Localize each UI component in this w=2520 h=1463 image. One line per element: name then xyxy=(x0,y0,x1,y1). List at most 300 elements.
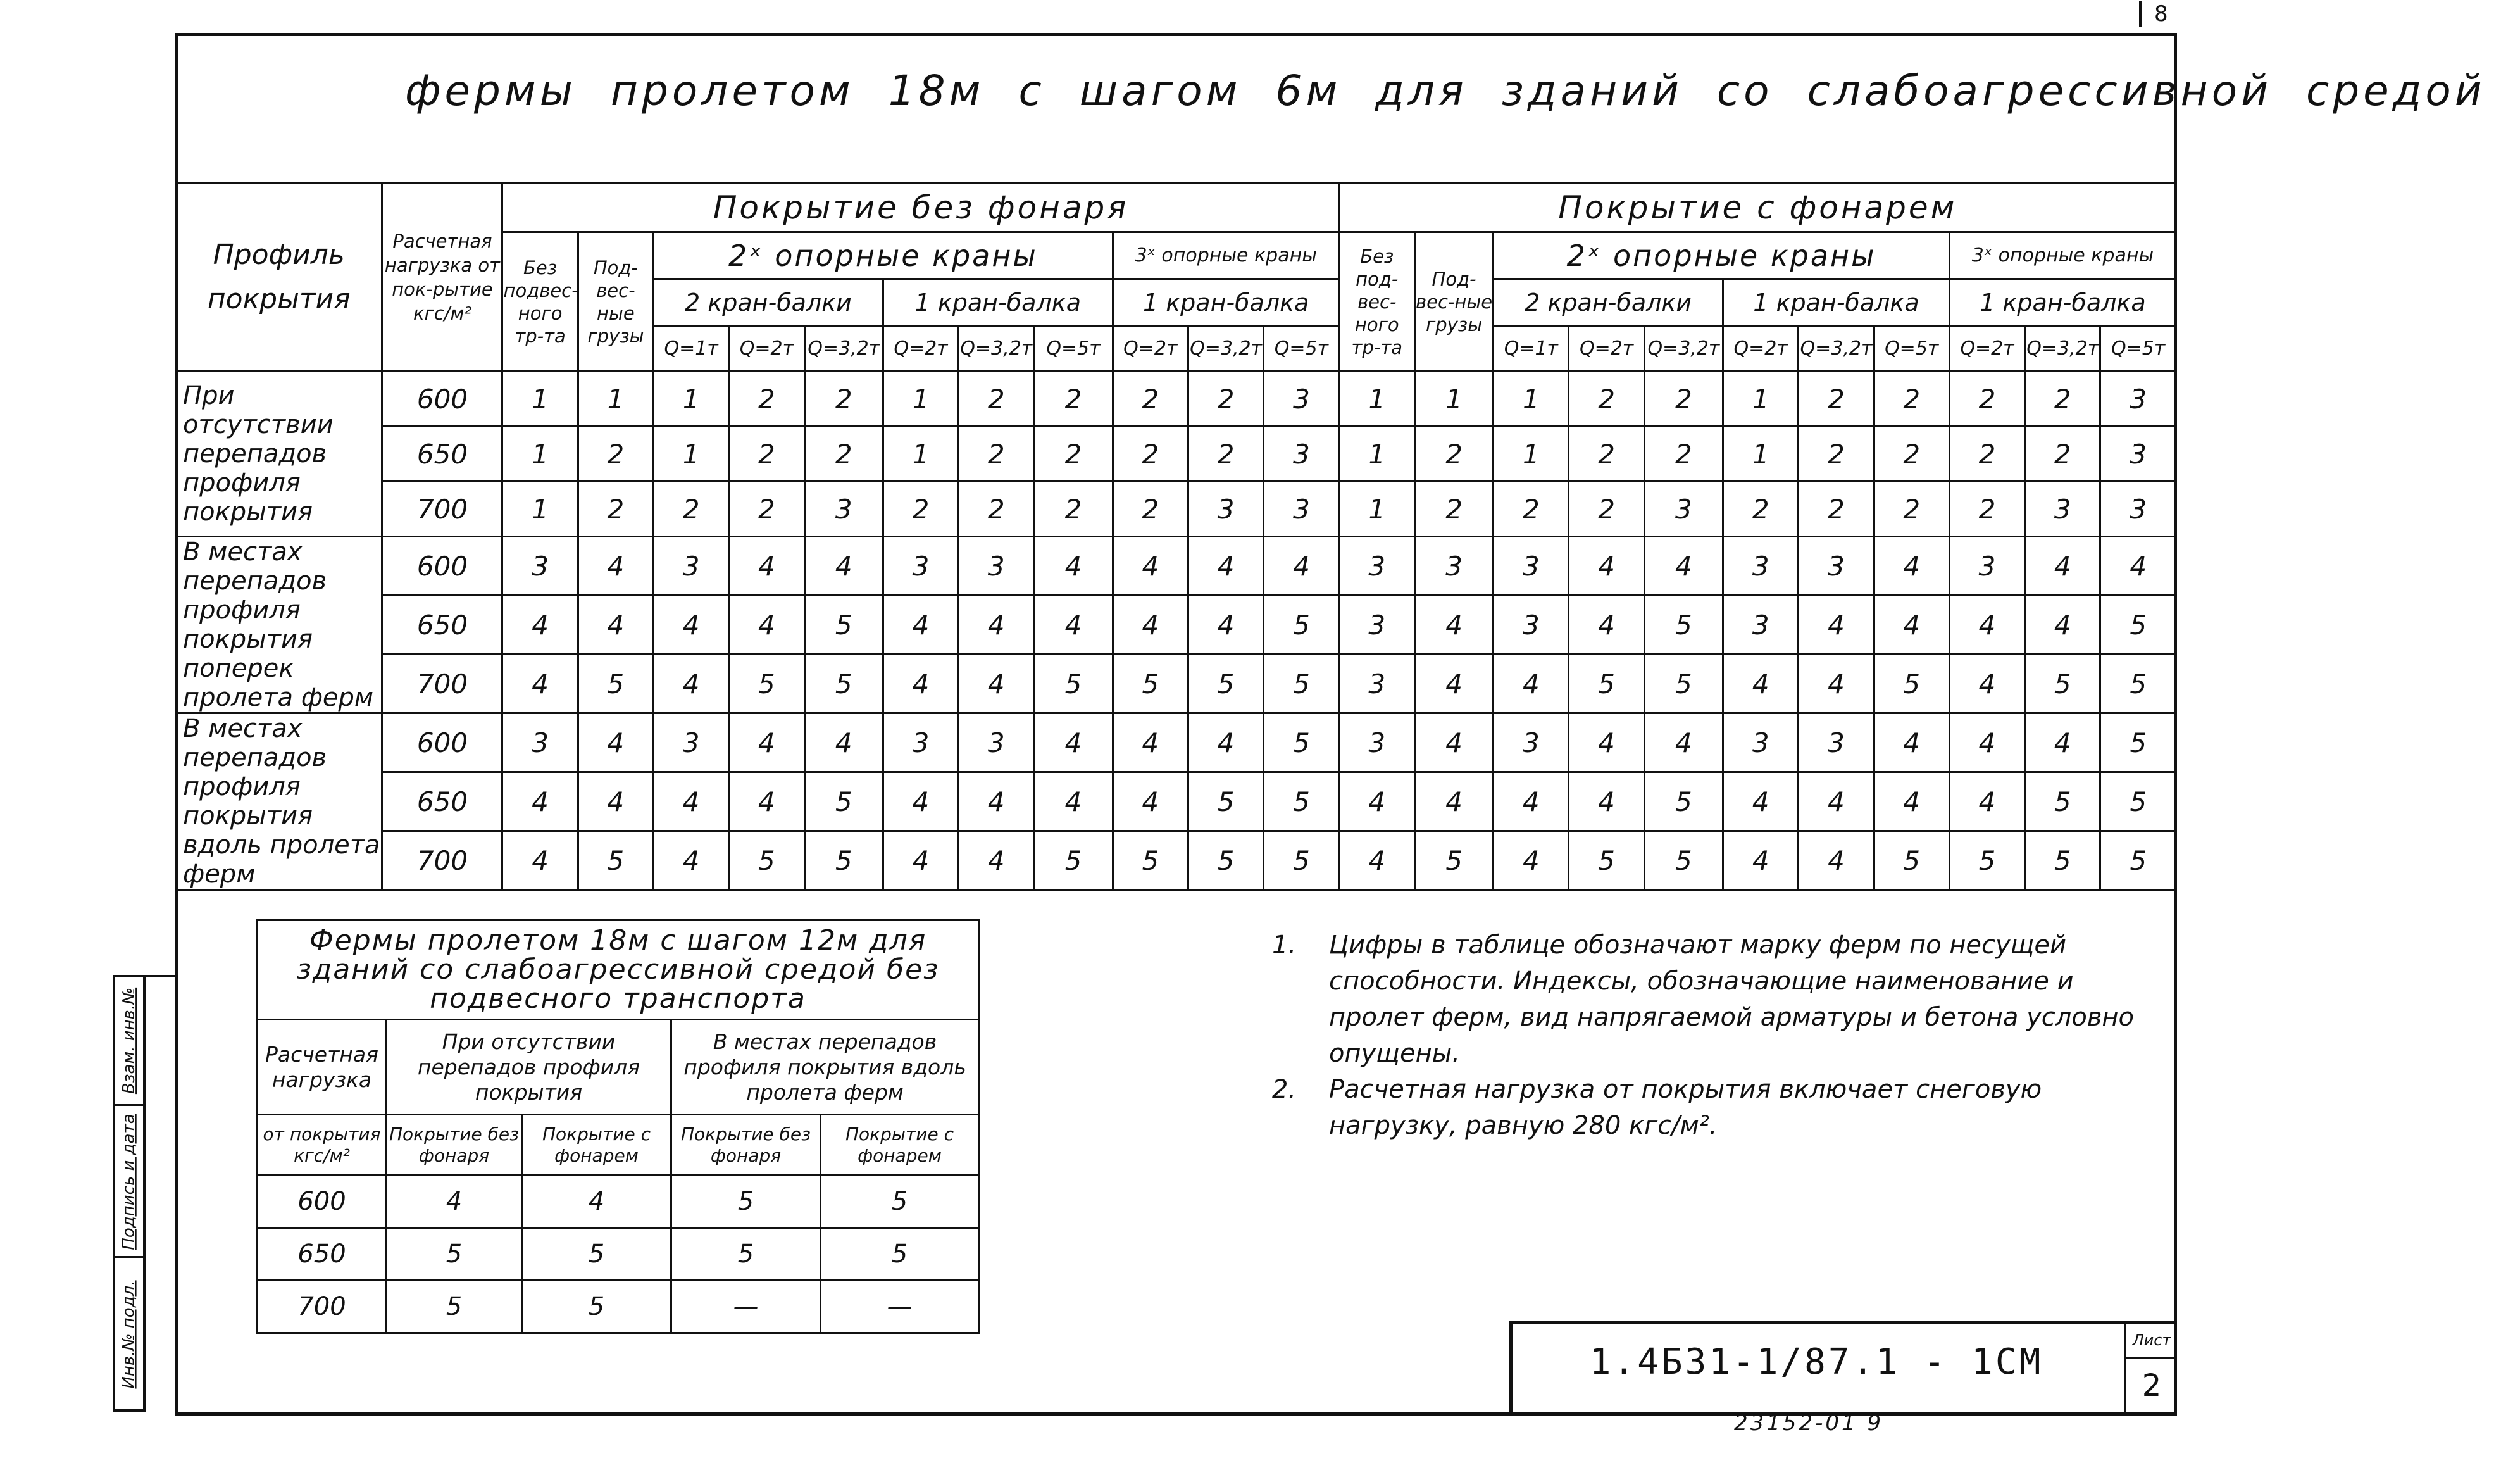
truss-grade-cell: 5 xyxy=(2100,713,2176,772)
load-value: 700 xyxy=(382,655,502,713)
truss-grade-cell: 2 xyxy=(1034,372,1113,427)
truss-grade-cell: 4 xyxy=(1799,655,1874,713)
truss-grade-cell: 4 xyxy=(1723,831,1799,890)
truss-grade-cell: 5 xyxy=(1644,772,1723,831)
title-word: слабоагрессивной xyxy=(1807,66,2272,115)
truss-grade-cell: 4 xyxy=(1264,537,1339,596)
truss-grade-cell: 4 xyxy=(2025,596,2100,655)
note-text: Расчетная нагрузка от покрытия включает снеговую нагрузку, равную 280 кгс/м². xyxy=(1329,1075,2042,1140)
truss-grade-cell: 4 xyxy=(1494,655,1569,713)
truss-grade-cell: 4 xyxy=(1874,537,1949,596)
truss-grade-cell: 4 xyxy=(1799,596,1874,655)
truss-grade-cell: 3 xyxy=(2100,427,2176,482)
note-number: 2. xyxy=(1272,1075,1297,1104)
truss-grade-cell: 2 xyxy=(578,482,653,537)
truss-grade-cell: 4 xyxy=(729,713,804,772)
truss-grade-cell: 4 xyxy=(1949,655,2024,713)
truss-grade-cell: 2 xyxy=(729,372,804,427)
load-header: Расчетная нагрузка от пок-рытие кгс/м² xyxy=(382,183,502,372)
truss-grade-cell: 3 xyxy=(2100,482,2176,537)
truss-grade-cell: 4 xyxy=(1569,596,1644,655)
main-title xyxy=(405,66,2486,115)
stamp-original-inv: Инв.№ подл. xyxy=(120,1280,139,1389)
truss-grade-cell: 2 xyxy=(1799,427,1874,482)
crane-capacity-header: Q=5т xyxy=(2100,326,2176,372)
truss-grade-cell: 2 xyxy=(729,427,804,482)
crane-capacity-header: Q=3,2т xyxy=(804,326,883,372)
crane-capacity-header: Q=2т xyxy=(1113,326,1188,372)
no-lantern-header: Покрытие без фонаря xyxy=(502,183,1339,232)
truss-grade-cell: 5 xyxy=(1874,831,1949,890)
truss-grade-cell: 4 xyxy=(1494,772,1569,831)
truss-grade-cell: 3 xyxy=(2025,482,2100,537)
truss-grade-cell: 5 xyxy=(821,1176,979,1228)
truss-grade-cell: 2 xyxy=(1188,372,1263,427)
second-no-lantern-2: Покрытие без фонаря xyxy=(671,1115,821,1176)
truss-grade-cell: 2 xyxy=(1034,427,1113,482)
truss-grade-cell: 1 xyxy=(1414,372,1493,427)
truss-grade-cell: 2 xyxy=(729,482,804,537)
truss-grade-cell: 4 xyxy=(959,655,1034,713)
sheet-label: Лист xyxy=(2126,1324,2177,1359)
truss-grade-cell: 3 xyxy=(1494,537,1569,596)
table-row xyxy=(258,1176,979,1228)
row-group-label: При отсутствии перепадов профиля покрытия xyxy=(176,372,382,537)
truss-grade-cell: 2 xyxy=(959,372,1034,427)
row-group-label: В местах перепадов профиля покрытия поперек пролета ферм xyxy=(176,537,382,713)
truss-grade-cell: 5 xyxy=(578,831,653,890)
stamp-signature-date: Подпись и дата xyxy=(120,1114,139,1250)
truss-grade-cell: 4 xyxy=(1949,772,2024,831)
truss-grade-cell: 3 xyxy=(1339,713,1414,772)
truss-grade-cell: 1 xyxy=(883,427,958,482)
truss-grade-cell: 4 xyxy=(1569,537,1644,596)
truss-grade-cell: 5 xyxy=(1569,831,1644,890)
truss-grade-cell: 2 xyxy=(1569,427,1644,482)
truss-grade-cell: 3 xyxy=(1799,713,1874,772)
truss-grade-cell: 4 xyxy=(387,1176,522,1228)
main-table xyxy=(175,182,2177,891)
truss-grade-cell: 2 xyxy=(1874,372,1949,427)
truss-grade-cell: 3 xyxy=(1414,537,1493,596)
truss-grade-cell: 4 xyxy=(578,772,653,831)
truss-grade-cell: 4 xyxy=(1414,713,1493,772)
truss-grade-cell: 2 xyxy=(1414,482,1493,537)
truss-grade-cell: 2 xyxy=(2025,372,2100,427)
truss-grade-cell: 5 xyxy=(1414,831,1493,890)
table-row xyxy=(176,831,2176,890)
crane-capacity-header: Q=2т xyxy=(1723,326,1799,372)
table-row xyxy=(176,482,2176,537)
truss-grade-cell: 3 xyxy=(502,537,578,596)
truss-grade-cell: 1 xyxy=(654,427,729,482)
note-number: 1. xyxy=(1272,931,1297,960)
truss-grade-cell: 4 xyxy=(1339,772,1414,831)
truss-grade-cell: 4 xyxy=(654,655,729,713)
note-item xyxy=(1266,1072,2152,1144)
truss-grade-cell: 2 xyxy=(1949,372,2024,427)
truss-grade-cell: 5 xyxy=(729,655,804,713)
truss-grade-cell: 4 xyxy=(1723,655,1799,713)
notes xyxy=(1266,927,2152,1144)
second-no-lantern-1: Покрытие без фонаря xyxy=(387,1115,522,1176)
truss-grade-cell: 4 xyxy=(1723,772,1799,831)
truss-grade-cell: 5 xyxy=(2100,831,2176,890)
truss-grade-cell: 4 xyxy=(804,713,883,772)
truss-grade-cell: 4 xyxy=(1569,713,1644,772)
truss-grade-cell: 4 xyxy=(959,772,1034,831)
no-hoist-header-b: Без под-вес-ного тр-та xyxy=(1339,232,1414,372)
truss-grade-cell: 1 xyxy=(1494,427,1569,482)
hoists-header-b: Под-вес-ные грузы xyxy=(1414,232,1493,372)
second-load-header-a: Расчетная нагрузка xyxy=(258,1020,387,1115)
truss-grade-cell: 5 xyxy=(2025,772,2100,831)
truss-grade-cell: 2 xyxy=(654,482,729,537)
one-beam-header-b: 1 кран-балка xyxy=(1723,279,1950,326)
crane-capacity-header: Q=5т xyxy=(1034,326,1113,372)
table-row xyxy=(176,772,2176,831)
truss-grade-cell: 3 xyxy=(654,537,729,596)
second-table xyxy=(256,919,980,1334)
truss-grade-cell: 3 xyxy=(1723,537,1799,596)
profile-header: Профиль покрытия xyxy=(176,183,382,372)
truss-grade-cell: 2 xyxy=(1414,427,1493,482)
one-beam-header-3: 1 кран-балка xyxy=(1113,279,1339,326)
load-value: 600 xyxy=(382,372,502,427)
truss-grade-cell: 4 xyxy=(502,596,578,655)
truss-grade-cell: 2 xyxy=(1569,372,1644,427)
truss-grade-cell: 4 xyxy=(1113,713,1188,772)
table-row xyxy=(258,1228,979,1281)
truss-grade-cell: 4 xyxy=(2100,537,2176,596)
truss-grade-cell: 3 xyxy=(1723,713,1799,772)
title-word: 6м xyxy=(1275,66,1342,115)
side-stamp-edge xyxy=(146,975,175,1414)
truss-grade-cell: 5 xyxy=(1188,655,1263,713)
truss-grade-cell: 5 xyxy=(1188,831,1263,890)
truss-grade-cell: 2 xyxy=(1034,482,1113,537)
title-word: с xyxy=(1018,66,1045,115)
truss-grade-cell: 5 xyxy=(1874,655,1949,713)
truss-grade-cell: 4 xyxy=(1339,831,1414,890)
truss-grade-cell: 4 xyxy=(1494,831,1569,890)
truss-grade-cell: 1 xyxy=(1494,372,1569,427)
truss-grade-cell: 4 xyxy=(578,596,653,655)
truss-grade-cell: 5 xyxy=(2100,655,2176,713)
one-beam-header: 1 кран-балка xyxy=(883,279,1113,326)
truss-grade-cell: 2 xyxy=(1188,427,1263,482)
truss-grade-cell: 2 xyxy=(1949,482,2024,537)
truss-grade-cell: 5 xyxy=(1113,831,1188,890)
truss-grade-cell: 5 xyxy=(2100,596,2176,655)
truss-grade-cell: 5 xyxy=(1644,596,1723,655)
truss-grade-cell: 5 xyxy=(1264,713,1339,772)
second-with-lantern-1: Покрытие с фонарем xyxy=(522,1115,671,1176)
truss-grade-cell: 1 xyxy=(1723,372,1799,427)
truss-grade-cell: 3 xyxy=(1644,482,1723,537)
truss-grade-cell: 3 xyxy=(1339,596,1414,655)
truss-grade-cell: 3 xyxy=(1339,537,1414,596)
load-value: 700 xyxy=(258,1281,387,1333)
truss-grade-cell: 3 xyxy=(1188,482,1263,537)
truss-grade-cell: 3 xyxy=(1949,537,2024,596)
truss-grade-cell: 1 xyxy=(883,372,958,427)
truss-grade-cell: 5 xyxy=(1264,596,1339,655)
table-row xyxy=(258,1281,979,1333)
truss-grade-cell: 4 xyxy=(1188,537,1263,596)
truss-grade-cell: 4 xyxy=(1113,596,1188,655)
stamp-replace-inv: Взам. инв.№ xyxy=(120,987,139,1095)
truss-grade-cell: 3 xyxy=(1264,482,1339,537)
truss-grade-cell: 2 xyxy=(1949,427,2024,482)
note-text: Цифры в таблице обозначают марку ферм по несущей способности. Индексы, обозначающие наименование и пролет ферм, вид напрягаемой арматуры и бетона условно опущены. xyxy=(1329,931,2135,1068)
truss-grade-cell: 5 xyxy=(522,1281,671,1333)
truss-grade-cell: 4 xyxy=(1188,596,1263,655)
row-group-label: В местах перепадов профиля покрытия вдоль пролета ферм xyxy=(176,713,382,890)
drops-along-header: В местах перепадов профиля покрытия вдоль пролета ферм xyxy=(671,1020,979,1115)
truss-grade-cell: 5 xyxy=(522,1228,671,1281)
table-row xyxy=(176,537,2176,596)
truss-grade-cell: 4 xyxy=(1414,596,1493,655)
stamp-cell-original xyxy=(115,1256,143,1411)
truss-grade-cell: 1 xyxy=(1723,427,1799,482)
truss-grade-cell: 4 xyxy=(2025,537,2100,596)
no-drops-header: При отсутствии перепадов профиля покрытия xyxy=(387,1020,671,1115)
load-value: 700 xyxy=(382,831,502,890)
truss-grade-cell: 5 xyxy=(1264,655,1339,713)
truss-grade-cell: 4 xyxy=(502,655,578,713)
crane-capacity-header: Q=3,2т xyxy=(1799,326,1874,372)
load-value: 650 xyxy=(382,427,502,482)
truss-grade-cell: 5 xyxy=(804,772,883,831)
truss-grade-cell: 4 xyxy=(578,537,653,596)
archive-number: 23152-01 9 xyxy=(1734,1410,1884,1436)
truss-grade-cell: 4 xyxy=(2025,713,2100,772)
truss-grade-cell: 3 xyxy=(1494,713,1569,772)
table-row xyxy=(176,427,2176,482)
truss-grade-cell: 4 xyxy=(729,537,804,596)
truss-grade-cell: 2 xyxy=(804,372,883,427)
truss-grade-cell: 4 xyxy=(1644,713,1723,772)
truss-grade-cell: 2 xyxy=(1644,372,1723,427)
truss-grade-cell: 4 xyxy=(729,772,804,831)
truss-grade-cell: 1 xyxy=(1339,372,1414,427)
truss-grade-cell: 2 xyxy=(1644,427,1723,482)
crane-capacity-header: Q=5т xyxy=(1264,326,1339,372)
truss-grade-cell: — xyxy=(821,1281,979,1333)
truss-grade-cell: 4 xyxy=(1799,772,1874,831)
table-row xyxy=(176,596,2176,655)
truss-grade-cell: 4 xyxy=(578,713,653,772)
load-value: 600 xyxy=(382,537,502,596)
truss-grade-cell: 4 xyxy=(883,596,958,655)
crane-capacity-header: Q=2т xyxy=(1569,326,1644,372)
side-stamp xyxy=(113,975,146,1412)
truss-grade-cell: 3 xyxy=(1264,372,1339,427)
truss-grade-cell: 5 xyxy=(1034,655,1113,713)
truss-grade-cell: 5 xyxy=(804,596,883,655)
three-cranes-header: 3ˣ опорные краны xyxy=(1113,232,1339,279)
truss-grade-cell: 5 xyxy=(804,831,883,890)
two-cranes-header-b: 2ˣ опорные краны xyxy=(1494,232,1950,279)
document-code: 1.4Б31-1/87.1 - 1СМ xyxy=(1589,1341,2043,1383)
truss-grade-cell: 5 xyxy=(2025,655,2100,713)
truss-grade-cell: 4 xyxy=(1874,713,1949,772)
truss-grade-cell: 5 xyxy=(729,831,804,890)
title-word: средой xyxy=(2305,66,2486,115)
truss-grade-cell: 3 xyxy=(959,713,1034,772)
truss-grade-cell: 2 xyxy=(883,482,958,537)
truss-grade-cell: 4 xyxy=(1113,537,1188,596)
truss-grade-cell: 3 xyxy=(1339,655,1414,713)
with-lantern-header: Покрытие с фонарем xyxy=(1339,183,2176,232)
title-word: шагом xyxy=(1079,66,1242,115)
truss-grade-cell: 4 xyxy=(883,772,958,831)
truss-grade-cell: 2 xyxy=(1113,372,1188,427)
load-value: 600 xyxy=(382,713,502,772)
load-value: 650 xyxy=(382,772,502,831)
title-word: 18м xyxy=(888,66,985,115)
truss-grade-cell: 2 xyxy=(2025,427,2100,482)
load-value: 650 xyxy=(382,596,502,655)
truss-grade-cell: 4 xyxy=(1034,596,1113,655)
truss-grade-cell: 3 xyxy=(502,713,578,772)
truss-grade-cell: 5 xyxy=(1569,655,1644,713)
truss-grade-cell: 4 xyxy=(1949,713,2024,772)
second-with-lantern-2: Покрытие с фонарем xyxy=(821,1115,979,1176)
truss-grade-cell: 4 xyxy=(1949,596,2024,655)
truss-grade-cell: 2 xyxy=(1113,427,1188,482)
second-load-header-b: от покрытия кгс/м² xyxy=(258,1115,387,1176)
truss-grade-cell: 5 xyxy=(671,1228,821,1281)
title-block xyxy=(1509,1321,2177,1416)
truss-grade-cell: 2 xyxy=(578,427,653,482)
truss-grade-cell: 5 xyxy=(578,655,653,713)
truss-grade-cell: 4 xyxy=(654,831,729,890)
truss-grade-cell: 2 xyxy=(959,427,1034,482)
truss-grade-cell: 3 xyxy=(654,713,729,772)
load-value: 650 xyxy=(258,1228,387,1281)
truss-grade-cell: 2 xyxy=(1723,482,1799,537)
table-row xyxy=(176,713,2176,772)
two-beams-header: 2 кран-балки xyxy=(654,279,883,326)
crane-capacity-header: Q=3,2т xyxy=(1188,326,1263,372)
truss-grade-cell: 4 xyxy=(502,772,578,831)
truss-grade-cell: 5 xyxy=(1188,772,1263,831)
truss-grade-cell: 3 xyxy=(2100,372,2176,427)
hoists-header: Под-вес-ные грузы xyxy=(578,232,653,372)
truss-grade-cell: 4 xyxy=(959,596,1034,655)
two-cranes-header: 2ˣ опорные краны xyxy=(654,232,1113,279)
one-beam-header-3b: 1 кран-балка xyxy=(1949,279,2176,326)
truss-grade-cell: 4 xyxy=(654,772,729,831)
truss-grade-cell: 4 xyxy=(502,831,578,890)
truss-grade-cell: 5 xyxy=(671,1176,821,1228)
truss-grade-cell: 2 xyxy=(1113,482,1188,537)
truss-grade-cell: 2 xyxy=(1874,427,1949,482)
note-item xyxy=(1266,927,2152,1072)
table-row xyxy=(176,655,2176,713)
truss-grade-cell: 5 xyxy=(2025,831,2100,890)
truss-grade-cell: 4 xyxy=(1034,713,1113,772)
truss-grade-cell: 2 xyxy=(1494,482,1569,537)
truss-grade-cell: 4 xyxy=(1034,537,1113,596)
truss-grade-cell: 4 xyxy=(1569,772,1644,831)
truss-grade-cell: 4 xyxy=(804,537,883,596)
second-table-title: Фермы пролетом 18м с шагом 12м для зданий со слабоагрессивной средой без подвесного транспорта xyxy=(258,920,979,1020)
truss-grade-cell: 3 xyxy=(1799,537,1874,596)
truss-grade-cell: 5 xyxy=(804,655,883,713)
truss-grade-cell: 1 xyxy=(502,372,578,427)
truss-grade-cell: 1 xyxy=(654,372,729,427)
truss-grade-cell: 1 xyxy=(578,372,653,427)
truss-grade-cell: 1 xyxy=(502,427,578,482)
truss-grade-cell: 5 xyxy=(387,1228,522,1281)
truss-grade-cell: 5 xyxy=(1644,655,1723,713)
truss-grade-cell: 4 xyxy=(1874,772,1949,831)
truss-grade-cell: 3 xyxy=(1494,596,1569,655)
sheet-number: 2 xyxy=(2142,1368,2162,1403)
truss-grade-cell: 5 xyxy=(387,1281,522,1333)
truss-grade-cell: — xyxy=(671,1281,821,1333)
truss-grade-cell: 2 xyxy=(804,427,883,482)
truss-grade-cell: 2 xyxy=(959,482,1034,537)
truss-grade-cell: 4 xyxy=(883,655,958,713)
no-hoist-header: Без подвес-ного тр-та xyxy=(502,232,578,372)
truss-grade-cell: 4 xyxy=(959,831,1034,890)
table-row xyxy=(176,372,2176,427)
crane-capacity-header: Q=2т xyxy=(729,326,804,372)
truss-grade-cell: 4 xyxy=(1874,596,1949,655)
truss-grade-cell: 4 xyxy=(1414,772,1493,831)
truss-grade-cell: 1 xyxy=(502,482,578,537)
truss-grade-cell: 3 xyxy=(883,713,958,772)
title-word: фермы xyxy=(405,66,577,115)
truss-grade-cell: 5 xyxy=(1264,772,1339,831)
truss-grade-cell: 4 xyxy=(883,831,958,890)
page-corner-mark: 8 xyxy=(2139,1,2168,27)
crane-capacity-header: Q=3,2т xyxy=(1644,326,1723,372)
truss-grade-cell: 3 xyxy=(1264,427,1339,482)
truss-grade-cell: 5 xyxy=(2100,772,2176,831)
load-value: 600 xyxy=(258,1176,387,1228)
truss-grade-cell: 5 xyxy=(1034,831,1113,890)
truss-grade-cell: 3 xyxy=(883,537,958,596)
crane-capacity-header: Q=1т xyxy=(1494,326,1569,372)
truss-grade-cell: 3 xyxy=(959,537,1034,596)
sheet-cell xyxy=(2124,1324,2177,1416)
crane-capacity-header: Q=1т xyxy=(654,326,729,372)
truss-grade-cell: 3 xyxy=(804,482,883,537)
truss-grade-cell: 4 xyxy=(522,1176,671,1228)
load-value: 700 xyxy=(382,482,502,537)
crane-capacity-header: Q=3,2т xyxy=(2025,326,2100,372)
two-beams-header-b: 2 кран-балки xyxy=(1494,279,1723,326)
truss-grade-cell: 5 xyxy=(1264,831,1339,890)
truss-grade-cell: 2 xyxy=(1569,482,1644,537)
truss-grade-cell: 2 xyxy=(1799,482,1874,537)
truss-grade-cell: 3 xyxy=(1723,596,1799,655)
truss-grade-cell: 4 xyxy=(654,596,729,655)
crane-capacity-header: Q=5т xyxy=(1874,326,1949,372)
title-word: со xyxy=(1716,66,1773,115)
truss-grade-cell: 2 xyxy=(1799,372,1874,427)
title-word: зданий xyxy=(1501,66,1683,115)
crane-capacity-header: Q=3,2т xyxy=(959,326,1034,372)
title-word: для xyxy=(1375,66,1468,115)
crane-capacity-header: Q=2т xyxy=(1949,326,2024,372)
truss-grade-cell: 4 xyxy=(1799,831,1874,890)
